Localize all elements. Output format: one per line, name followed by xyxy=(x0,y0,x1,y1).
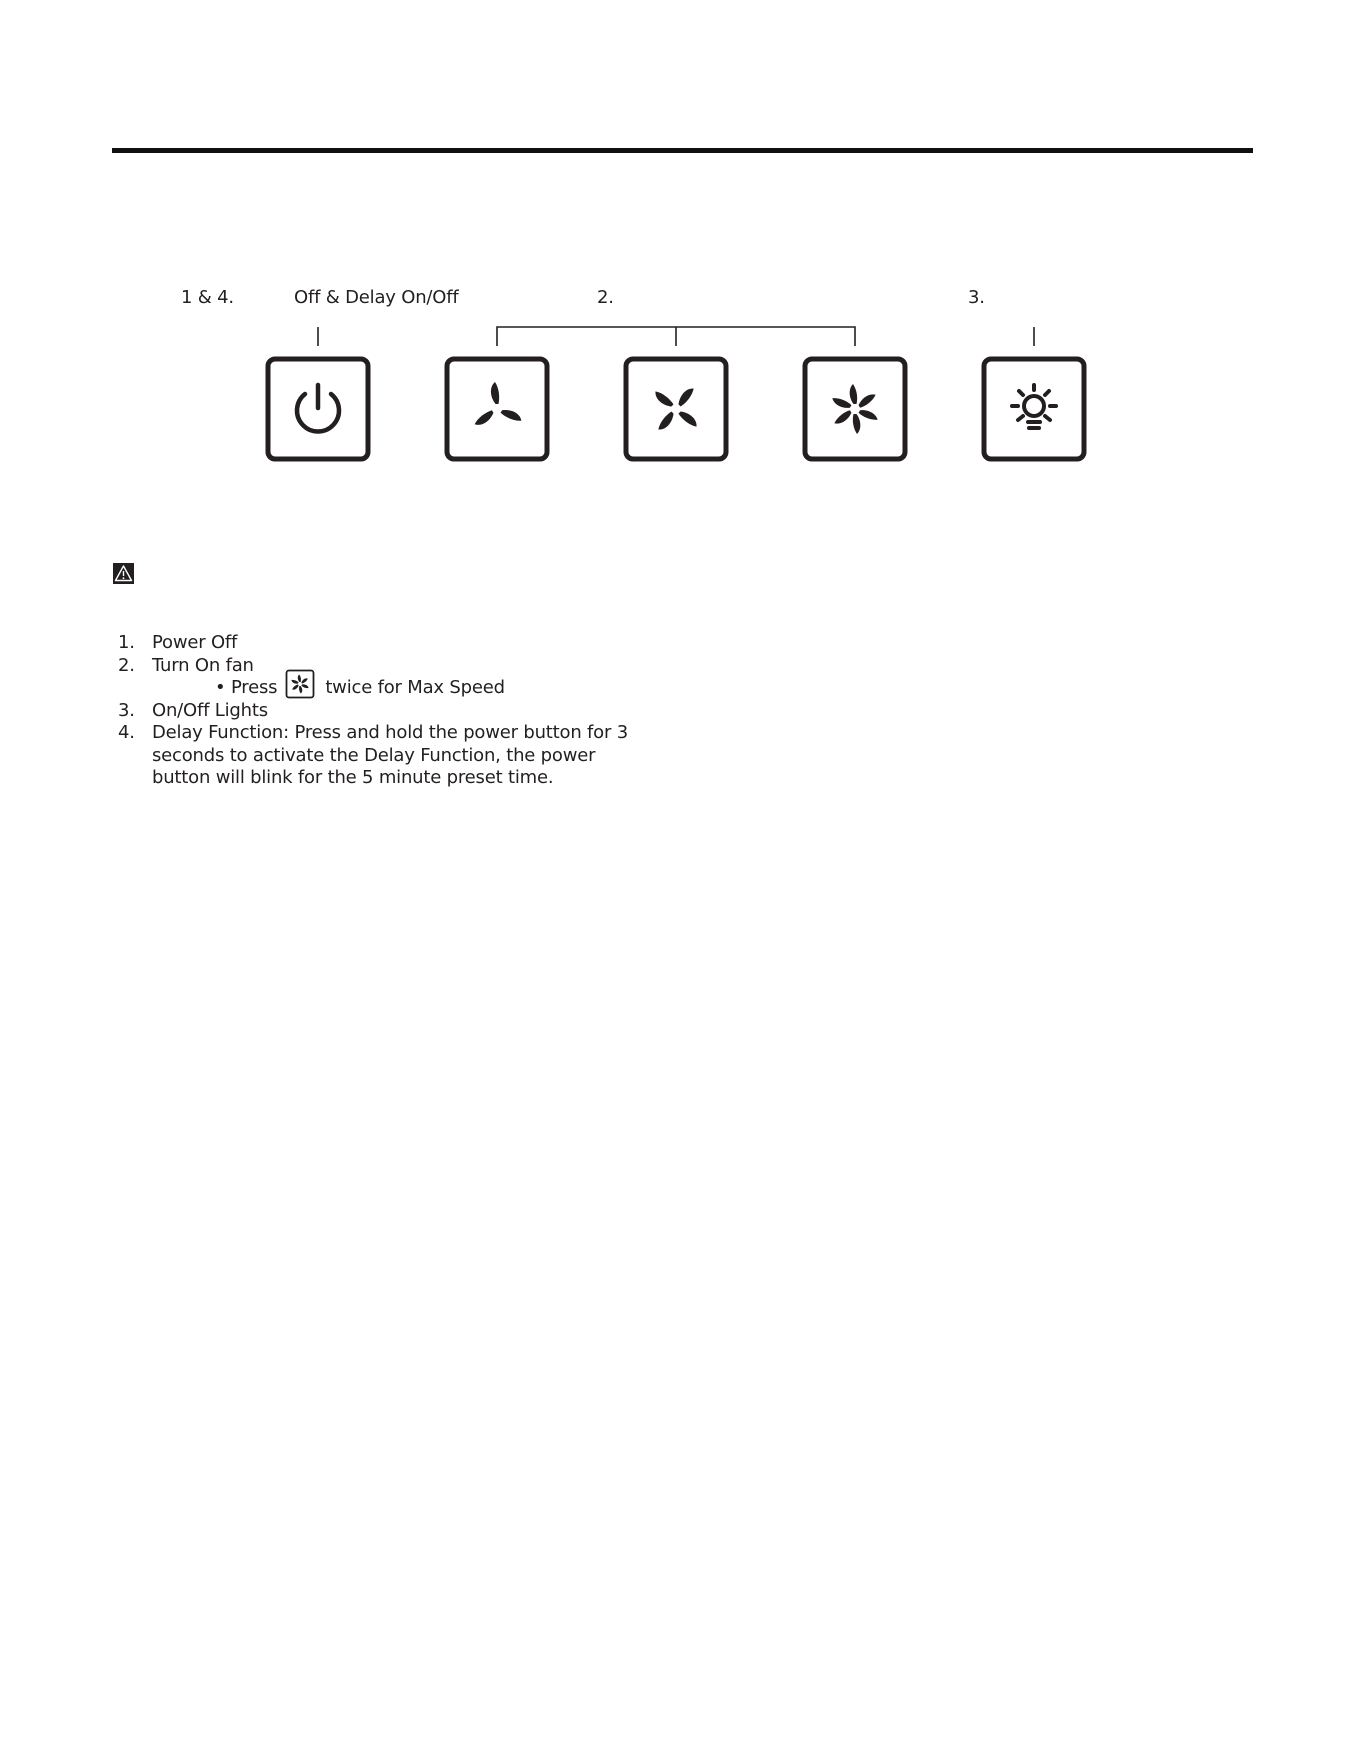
fan-speed-low-button[interactable] xyxy=(444,356,550,462)
sub-bullet-text-after: twice for Max Speed xyxy=(325,677,505,698)
list-item xyxy=(118,632,628,655)
step-number: 1. xyxy=(118,632,135,653)
warning-triangle-icon xyxy=(113,563,134,584)
light-button[interactable] xyxy=(981,356,1087,462)
callout-power-label: Off & Delay On/Off xyxy=(294,287,459,308)
fan-6-blade-icon xyxy=(802,356,908,462)
list-item xyxy=(118,655,628,700)
sub-bullet-text: • Press xyxy=(215,677,278,698)
step-text-line: seconds to activate the Delay Function, the power xyxy=(152,744,596,766)
step-text: Turn On fan xyxy=(152,654,254,676)
step-text-line: Delay Function: Press and hold the power button for 3 xyxy=(152,722,628,743)
step-text: On/Off Lights xyxy=(152,699,268,721)
light-bulb-icon xyxy=(981,356,1087,462)
step-number: 4. xyxy=(118,722,135,743)
step-number: 3. xyxy=(118,699,135,721)
fan-speed-medium-button[interactable] xyxy=(623,356,729,462)
step-number: 2. xyxy=(118,654,135,676)
step-text-line: button will blink for the 5 minute preset time. xyxy=(152,767,554,788)
sub-bullet xyxy=(152,677,628,700)
list-item xyxy=(118,722,628,790)
power-icon xyxy=(265,356,371,462)
power-button[interactable] xyxy=(265,356,371,462)
fan-4-blade-icon xyxy=(623,356,729,462)
step-text: Power Off xyxy=(152,632,238,653)
callout-power-group: 1 & 4. xyxy=(181,287,234,308)
callout-fan-group: 2. xyxy=(597,287,614,308)
fan-speed-high-button[interactable] xyxy=(802,356,908,462)
fan-icon xyxy=(285,669,315,699)
fan-3-blade-icon xyxy=(444,356,550,462)
instruction-list xyxy=(118,632,628,790)
list-item xyxy=(118,700,628,723)
callout-light-group: 3. xyxy=(968,287,985,308)
